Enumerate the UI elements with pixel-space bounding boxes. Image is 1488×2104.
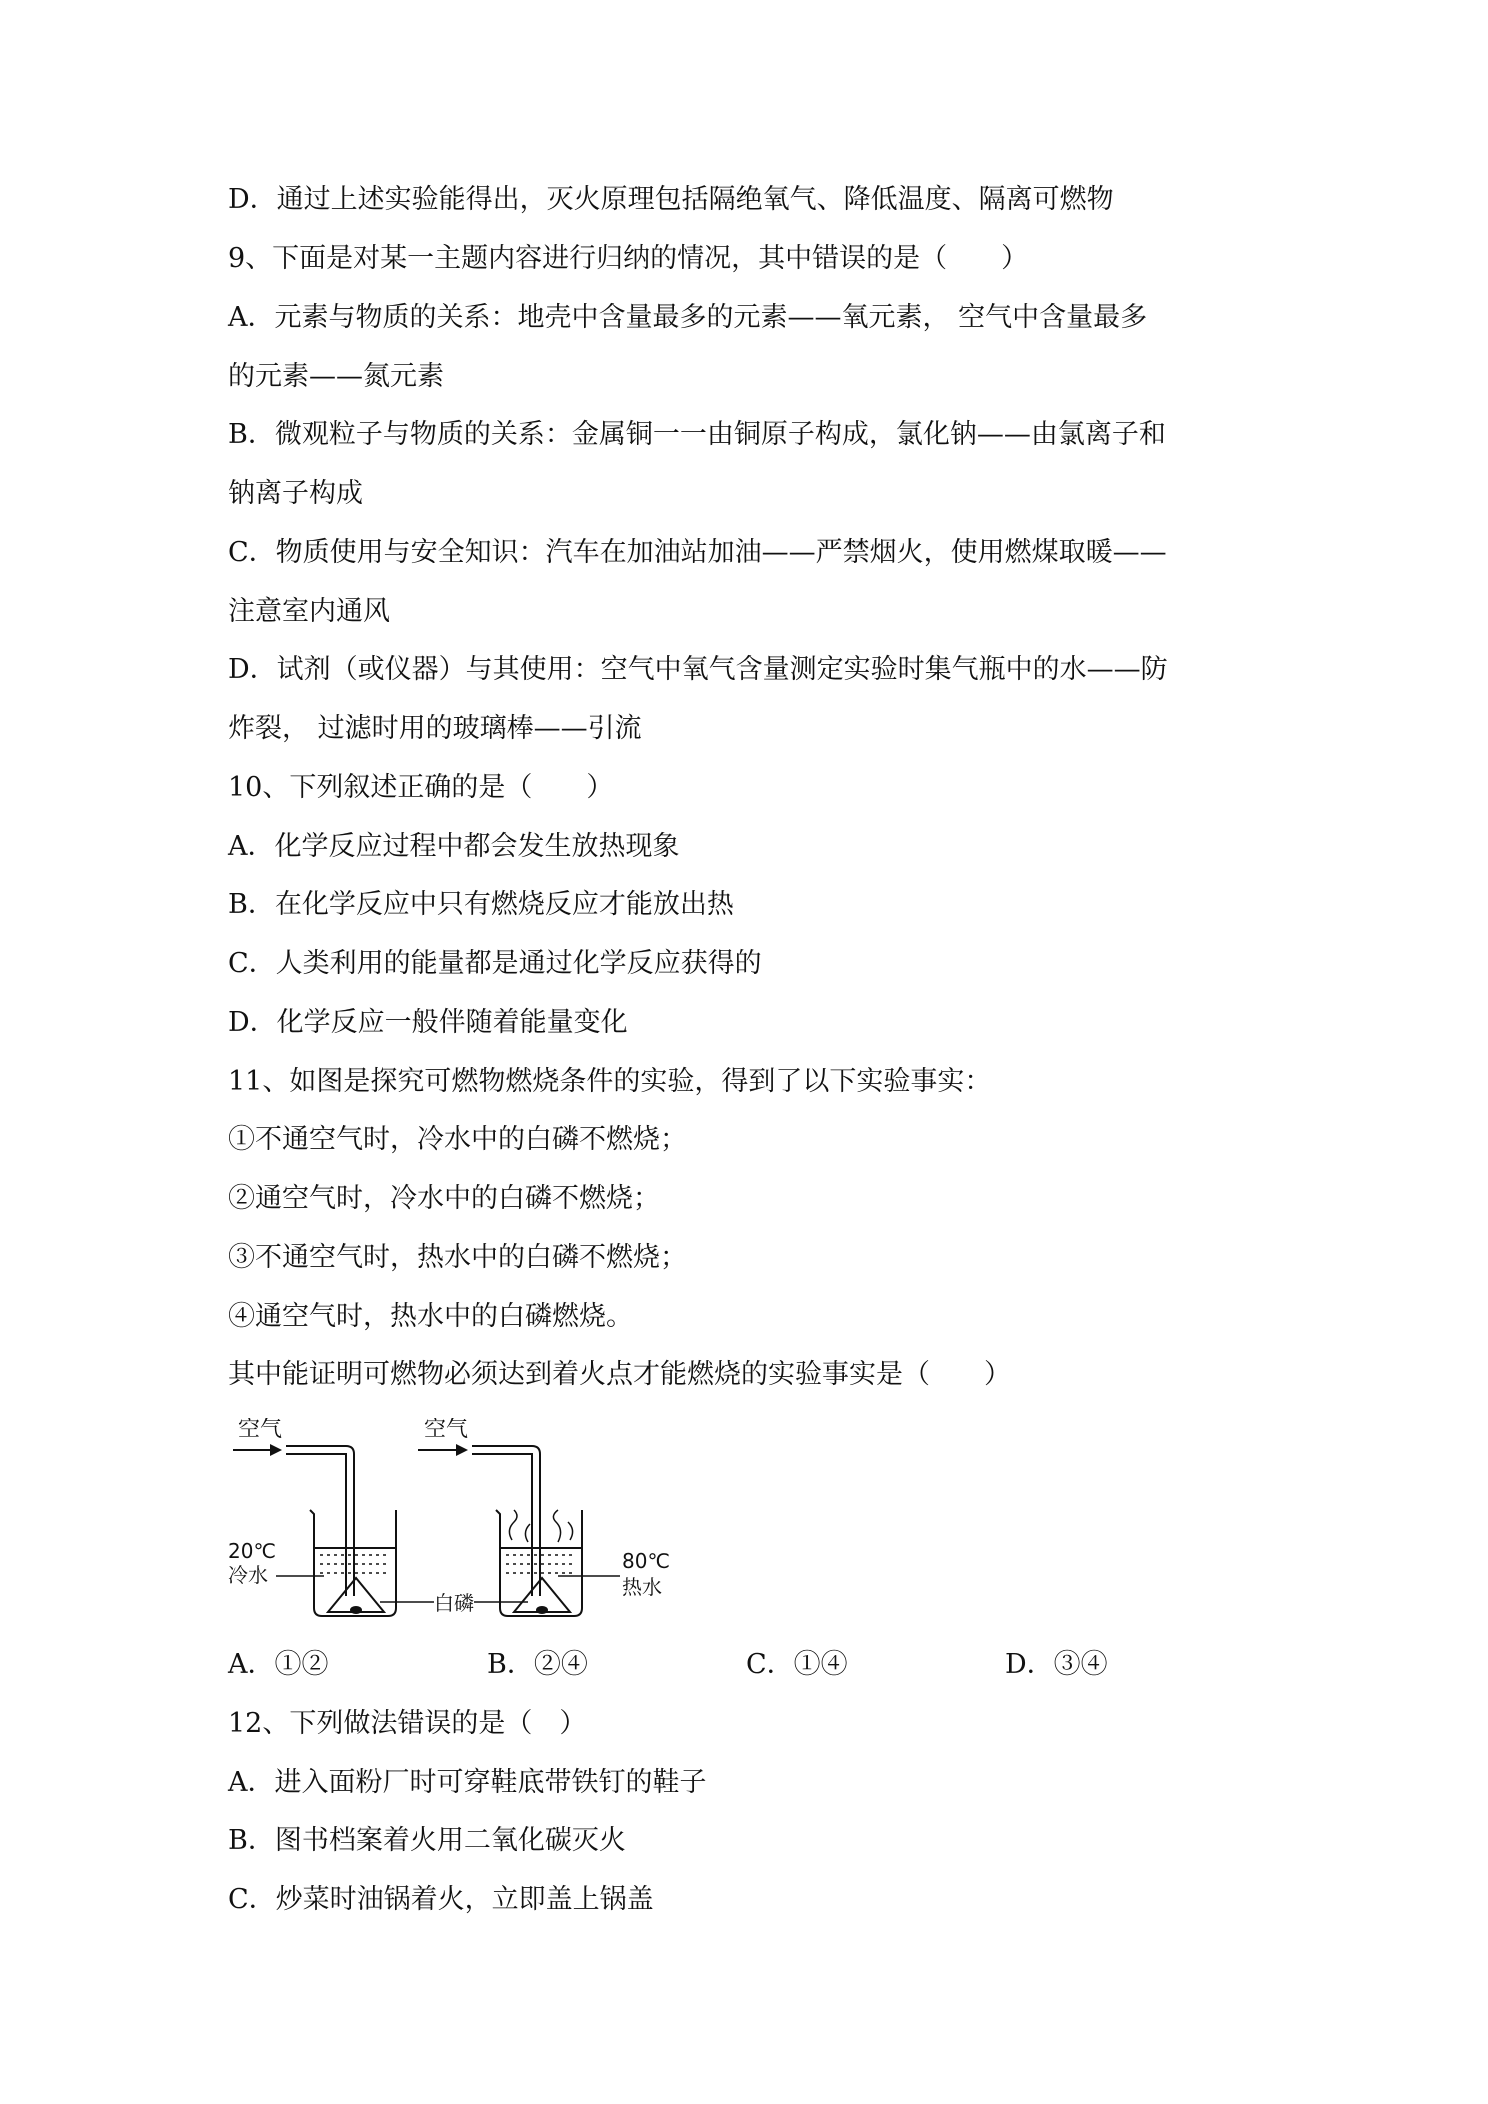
cold-water-label: 冷水 [228, 1563, 268, 1587]
q10-option-a: A．化学反应过程中都会发生放热现象 [228, 831, 680, 862]
q11-stem: 11、如图是探究可燃物燃烧条件的实验，得到了以下实验事实： [228, 1066, 992, 1097]
q11-fact-2: ②通空气时，冷水中的白磷不燃烧； [228, 1183, 660, 1214]
left-air-label: 空气 [238, 1418, 283, 1442]
cold-temp-label: 20℃ [228, 1539, 276, 1563]
left-air-arrow [233, 1444, 282, 1456]
q12-option-c: C．炒菜时油锅着火，立即盖上锅盖 [228, 1884, 654, 1915]
q9-option-d: D．试剂（或仪器）与其使用：空气中氧气含量测定实验时集气瓶中的水——防 [228, 654, 1168, 685]
q10-option-d: D．化学反应一般伴随着能量变化 [228, 1007, 628, 1038]
q10-stem: 10、下列叙述正确的是（ ） [228, 772, 614, 803]
q11-fact-3: ③不通空气时，热水中的白磷不燃烧； [228, 1242, 687, 1273]
q9-option-c-cont: 注意室内通风 [228, 596, 390, 627]
hot-temp-label: 80℃ [622, 1549, 670, 1573]
q11-option-a: A．①② [228, 1649, 329, 1680]
q12-option-b: B．图书档案着火用二氧化碳灭火 [228, 1825, 626, 1856]
q11-option-b: B．②④ [487, 1649, 588, 1680]
q12-stem: 12、下列做法错误的是（ ） [228, 1708, 587, 1739]
q9-option-a-cont: 的元素——氮元素 [228, 361, 444, 392]
q9-stem: 9、下面是对某一主题内容进行归纳的情况，其中错误的是（ ） [228, 243, 1029, 274]
q11-option-d: D．③④ [1005, 1649, 1108, 1680]
right-air-arrow [418, 1444, 468, 1456]
q11-fact-1: ①不通空气时，冷水中的白磷不燃烧； [228, 1124, 687, 1155]
q9-option-c: C．物质使用与安全知识：汽车在加油站加油——严禁烟火，使用燃煤取暖—— [228, 537, 1167, 568]
q9-option-d-cont: 炸裂， 过滤时用的玻璃棒——引流 [228, 713, 642, 744]
q11-option-c: C．①④ [746, 1649, 848, 1680]
q10-option-b: B．在化学反应中只有燃烧反应才能放出热 [228, 889, 734, 920]
q12-option-a: A．进入面粉厂时可穿鞋底带铁钉的鞋子 [228, 1767, 707, 1798]
q9-option-b: B．微观粒子与物质的关系：金属铜一一由铜原子构成，氯化钠——由氯离子和 [228, 419, 1166, 450]
q9-option-a: A．元素与物质的关系：地壳中含量最多的元素——氧元素， 空气中含量最多 [228, 302, 1148, 333]
q11-question: 其中能证明可燃物必须达到着火点才能燃烧的实验事实是（ ） [228, 1359, 1011, 1390]
hot-water-label: 热水 [622, 1575, 662, 1599]
combustion-experiment-figure [228, 1418, 688, 1638]
q11-fact-4: ④通空气时，热水中的白磷燃烧。 [228, 1301, 633, 1332]
right-air-label: 空气 [424, 1418, 469, 1442]
phosphorus-label: 白磷 [434, 1591, 474, 1615]
q9-option-b-cont: 钠离子构成 [228, 478, 363, 509]
q8-option-d: D．通过上述实验能得出，灭火原理包括隔绝氧气、降低温度、隔离可燃物 [228, 184, 1114, 215]
q10-option-c: C．人类利用的能量都是通过化学反应获得的 [228, 948, 762, 979]
